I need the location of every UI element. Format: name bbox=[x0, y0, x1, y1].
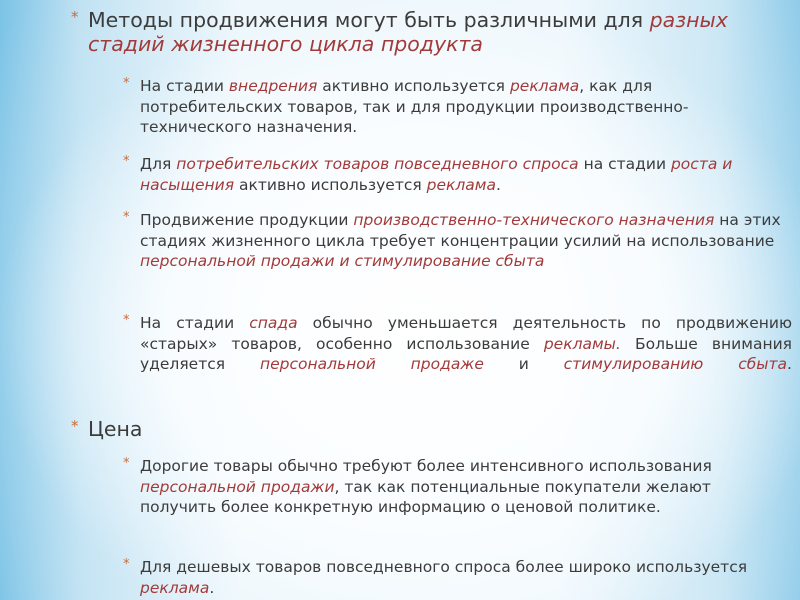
bullet-item-l1-price bbox=[71, 417, 738, 441]
emphasis-text: роста и насыщения bbox=[140, 155, 733, 194]
plain-text: и bbox=[483, 355, 564, 373]
emphasis-text: персональной продаже bbox=[259, 355, 484, 373]
bullet-item-l2-cheap-goods bbox=[123, 557, 790, 598]
bullet-item-l2-industrial-products bbox=[123, 210, 790, 272]
bullet-text bbox=[140, 313, 792, 375]
bullet-text bbox=[88, 8, 738, 56]
bullet-text bbox=[88, 417, 738, 441]
bullet-item-l2-growth-stage bbox=[123, 154, 790, 195]
emphasis-text: персональной продажи bbox=[140, 477, 335, 496]
bullet-item-l2-introduction-stage bbox=[123, 76, 790, 138]
bullet-text bbox=[140, 557, 790, 598]
emphasis-text: реклама bbox=[509, 77, 580, 95]
bullet-item-l2-expensive-goods bbox=[123, 456, 790, 518]
emphasis-text: спада bbox=[249, 314, 298, 332]
bullet-marker-icon: * bbox=[123, 210, 130, 225]
bullet-marker-icon: * bbox=[71, 417, 79, 435]
emphasis-text: разных стадий жизненного цикла продукта bbox=[88, 8, 728, 56]
plain-text: Больше внимания уделяется bbox=[140, 334, 792, 373]
plain-text: Для bbox=[140, 155, 177, 173]
bullet-marker-icon: * bbox=[123, 154, 130, 169]
bullet-text bbox=[140, 154, 790, 195]
emphasis-text: реклама bbox=[426, 175, 496, 194]
plain-text: . bbox=[787, 355, 792, 373]
emphasis-text: внедрения bbox=[228, 77, 318, 95]
emphasis-text: стимулированию сбыта bbox=[563, 355, 788, 373]
emphasis-text: потребительских товаров повседневного спроса bbox=[176, 155, 579, 173]
plain-text: Методы продвижения могут быть различными для bbox=[88, 8, 650, 32]
bullet-marker-icon: * bbox=[71, 8, 79, 26]
plain-text: , так как потенциальные покупатели желают получить более конкретную информацию о ценовой политике. bbox=[140, 477, 711, 516]
bullet-item-l1-promotion-methods bbox=[71, 8, 738, 56]
bullet-marker-icon: * bbox=[123, 76, 130, 91]
plain-text: Для дешевых товаров повседневного спроса более широко используется bbox=[140, 558, 748, 576]
plain-text: обычно уменьшается деятельность по продвижению «старых» товаров, особенно использование bbox=[140, 314, 793, 353]
emphasis-text: рекламы. bbox=[543, 334, 621, 353]
bullet-marker-icon: * bbox=[123, 313, 130, 328]
plain-text: на этих стадиях жизненного цикла требует концентрации усилий на использование bbox=[140, 211, 781, 250]
emphasis-text: реклама bbox=[140, 578, 210, 597]
emphasis-text: производственно-технического назначения bbox=[353, 211, 715, 229]
plain-text: активно используется bbox=[234, 175, 427, 194]
plain-text: Дорогие товары обычно требуют более интенсивного использования bbox=[140, 457, 712, 475]
plain-text: активно используется bbox=[317, 77, 510, 95]
bullet-marker-icon: * bbox=[123, 456, 130, 471]
plain-text: Продвижение продукции bbox=[140, 211, 354, 229]
emphasis-text: персональной продажи и стимулирование сбыта bbox=[140, 252, 545, 270]
plain-text: . bbox=[209, 578, 215, 597]
bullet-text bbox=[140, 210, 790, 272]
plain-text: На стадии bbox=[140, 314, 250, 332]
plain-text: Цена bbox=[88, 417, 143, 441]
bullet-text bbox=[140, 456, 790, 518]
plain-text: на стадии bbox=[578, 155, 671, 173]
bullet-item-l2-decline-stage bbox=[123, 313, 793, 375]
plain-text: . bbox=[495, 175, 501, 194]
plain-text: , как для потребительских товаров, так и для продукции производственно-технического назначения. bbox=[140, 77, 689, 136]
plain-text: На стадии bbox=[140, 77, 229, 95]
bullet-text bbox=[140, 76, 790, 138]
bullet-marker-icon: * bbox=[123, 557, 130, 572]
